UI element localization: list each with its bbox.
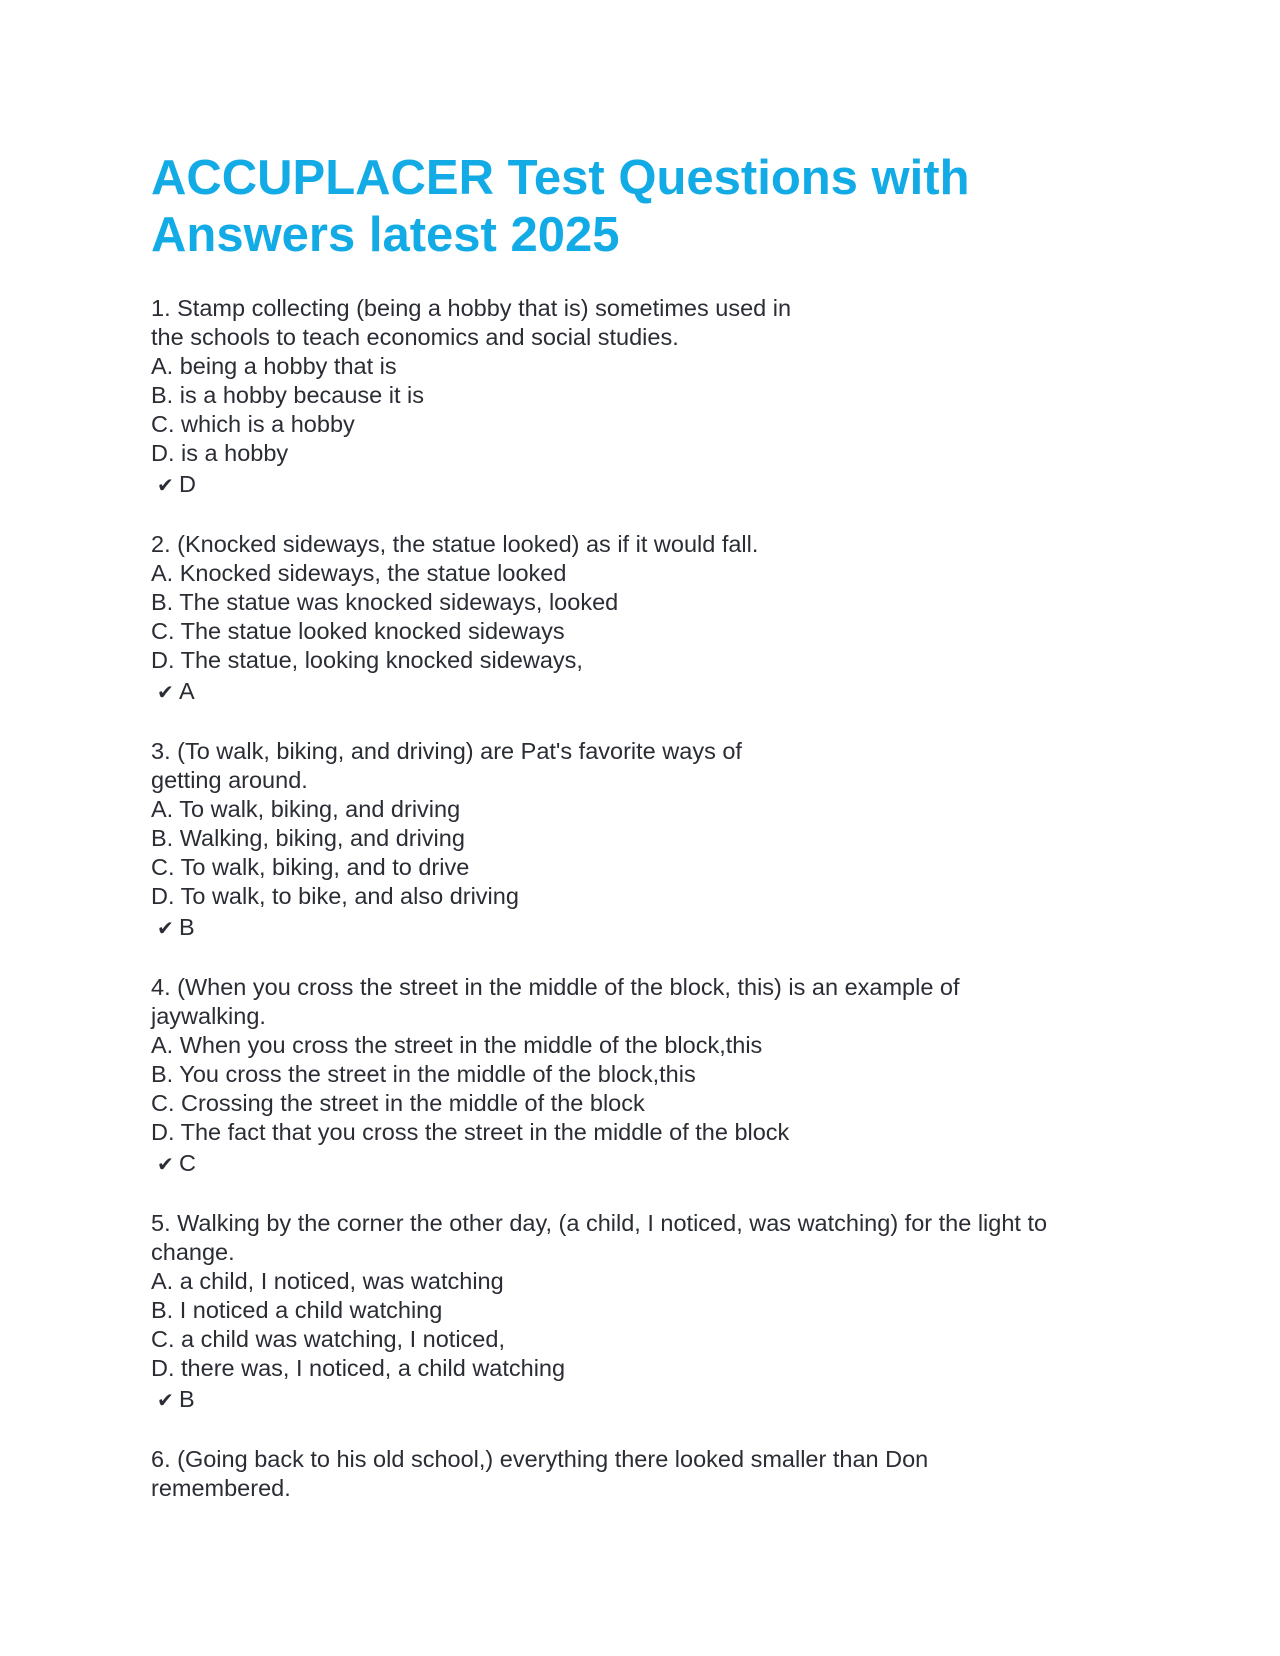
correct-answer-letter: B	[179, 914, 195, 940]
check-mark-icon: ✔	[157, 1152, 174, 1176]
question-block	[151, 530, 1131, 707]
answer-option: A. Knocked sideways, the statue looked	[151, 560, 567, 586]
question-block	[151, 1445, 1131, 1503]
answer-option: C. The statue looked knocked sideways	[151, 618, 565, 644]
question-block	[151, 294, 1131, 500]
answer-option: B. You cross the street in the middle of the block,this	[151, 1061, 696, 1087]
title-line: ACCUPLACER Test Questions with	[151, 151, 970, 205]
answer-option: C. To walk, biking, and to drive	[151, 854, 470, 880]
correct-answer	[151, 470, 1131, 500]
answer-option: D. there was, I noticed, a child watching	[151, 1355, 566, 1381]
answer-option: A. When you cross the street in the middle of the block,this	[151, 1032, 763, 1058]
question-stem-line: 6. (Going back to his old school,) everything there looked smaller than Don	[151, 1446, 929, 1472]
answer-option: B. is a hobby because it is	[151, 382, 425, 408]
answer-option: A. To walk, biking, and driving	[151, 796, 461, 822]
question-stem-line: remembered.	[151, 1475, 291, 1501]
answer-option: C. Crossing the street in the middle of the block	[151, 1090, 645, 1116]
title-line: Answers latest 2025	[151, 208, 620, 262]
answer-option: C. which is a hobby	[151, 411, 355, 437]
answer-option: C. a child was watching, I noticed,	[151, 1326, 505, 1352]
answer-option: A. a child, I noticed, was watching	[151, 1268, 504, 1294]
answer-option: D. The fact that you cross the street in the middle of the block	[151, 1119, 790, 1145]
answer-option: D. The statue, looking knocked sideways,	[151, 647, 583, 673]
check-mark-icon: ✔	[157, 1388, 174, 1412]
answer-option: B. I noticed a child watching	[151, 1297, 443, 1323]
correct-answer-letter: B	[179, 1386, 195, 1412]
question-stem-line: the schools to teach economics and social studies.	[151, 324, 679, 350]
correct-answer	[151, 1149, 1131, 1179]
correct-answer-letter: A	[179, 678, 195, 704]
question-stem-line: getting around.	[151, 767, 308, 793]
check-mark-icon: ✔	[157, 473, 174, 497]
question-stem-line: jaywalking.	[151, 1003, 266, 1029]
question-stem-line: 5. Walking by the corner the other day, (a child, I noticed, was watching) for the light to	[151, 1210, 1048, 1236]
check-mark-icon: ✔	[157, 680, 174, 704]
correct-answer-letter: D	[179, 471, 196, 497]
check-mark-icon: ✔	[157, 916, 174, 940]
question-stem-line: change.	[151, 1239, 235, 1265]
question-block	[151, 1209, 1131, 1415]
question-list	[151, 294, 1131, 1503]
answer-option: B. The statue was knocked sideways, looked	[151, 589, 619, 615]
question-block	[151, 737, 1131, 943]
correct-answer	[151, 677, 1131, 707]
question-stem-line: 2. (Knocked sideways, the statue looked) as if it would fall.	[151, 531, 759, 557]
answer-option: D. To walk, to bike, and also driving	[151, 883, 519, 909]
answer-option: A. being a hobby that is	[151, 353, 397, 379]
answer-option: D. is a hobby	[151, 440, 289, 466]
question-stem-line: 1. Stamp collecting (being a hobby that is) sometimes used in	[151, 295, 792, 321]
question-stem-line: 3. (To walk, biking, and driving) are Pat's favorite ways of	[151, 738, 742, 764]
correct-answer	[151, 913, 1131, 943]
correct-answer-letter: C	[179, 1150, 196, 1176]
question-block	[151, 973, 1131, 1179]
document-title	[151, 150, 1131, 264]
answer-option: B. Walking, biking, and driving	[151, 825, 465, 851]
question-stem-line: 4. (When you cross the street in the middle of the block, this) is an example of	[151, 974, 960, 1000]
document-page	[151, 150, 1131, 1503]
correct-answer	[151, 1385, 1131, 1415]
